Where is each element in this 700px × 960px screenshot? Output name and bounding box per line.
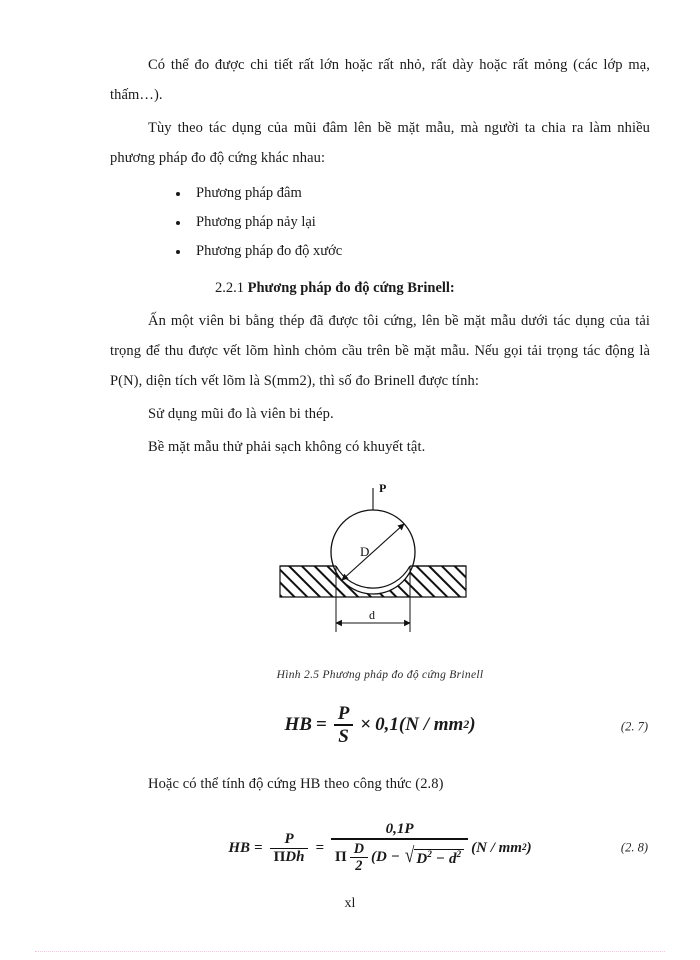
paragraph-intro-1: Có thể đo được chi tiết rất lớn hoặc rất nhỏ, rất dày hoặc rất mỏng (các lớp mạ, thấm…). <box>110 57 650 103</box>
equation-2-7-block <box>110 703 650 751</box>
eq28-lhs: HB <box>228 839 251 856</box>
equation-2-8-body <box>110 821 650 876</box>
eq27-equals: = <box>315 714 327 736</box>
eq28-inner-num: D <box>353 840 364 857</box>
eq27-denominator: S <box>338 725 349 747</box>
list-item: Phương pháp đo độ xước <box>110 237 650 266</box>
eq28-sqrt <box>404 842 464 867</box>
eq28-units-close: ) <box>526 839 532 856</box>
eq28-fraction-1 <box>270 831 309 867</box>
section-title: Phương pháp đo độ cứng Brinell: <box>247 280 455 296</box>
eq27-fraction <box>334 703 354 747</box>
eq28-equals-1: = <box>254 839 263 856</box>
figure-brinell <box>110 480 650 665</box>
equation-2-7-number: (2. 7) <box>620 719 648 734</box>
eq27-units-exp: 2 <box>463 717 470 731</box>
label-load-P: P <box>379 481 387 495</box>
section-number: 2.2.1 <box>215 280 244 296</box>
eq28-equals-2: = <box>315 839 325 856</box>
eq28-units-exp: 2 <box>521 842 527 853</box>
paragraph-indenter: Sử dụng mũi đo là viên bi thép. <box>148 406 334 422</box>
eq28-den-expr <box>335 841 464 875</box>
radical-icon: √ <box>404 842 415 867</box>
eq28-frac1-pi: Π <box>273 849 286 866</box>
list-item: Phương pháp nảy lại <box>110 208 650 237</box>
page-number: xl <box>344 896 356 911</box>
bottom-divider <box>35 951 665 953</box>
eq28-radicand <box>414 849 464 867</box>
eq28-rad-d: d <box>448 850 457 867</box>
eq28-inner-den: 2 <box>355 858 363 875</box>
eq28-frac2-numerator: 0,1P <box>385 821 414 837</box>
paragraph-formula-intro: Hoặc có thể tính độ cứng HB theo công thức (2.8) <box>148 776 444 792</box>
eq28-frac2-denominator <box>331 840 468 876</box>
eq27-times: × <box>360 714 372 736</box>
eq27-multiplier: 0,1 <box>375 714 399 736</box>
eq28-frac1-dh: Dh <box>285 849 305 866</box>
eq28-frac2-pi: Π <box>335 849 347 866</box>
paragraph-surface: Bề mặt mẫu thử phải sạch không có khuyết tật. <box>148 439 426 455</box>
paragraph-brinell-description: Ấn một viên bi bằng thép đã được tôi cứng, lên bề mặt mẫu dưới tác dụng của tải trọng để thu được vết lõm hình chỏm cầu trên bề mặt mẫu. Nếu gọi tải trọng tác động là P(N), diện tích vết lõm là S(mm2), thì số đo Brinell được tính: <box>110 313 650 389</box>
eq28-rad-D: D <box>416 850 428 867</box>
brinell-diagram-svg <box>278 480 493 655</box>
eq28-frac1-numerator: P <box>284 830 294 847</box>
label-indent-d: d <box>369 608 375 622</box>
label-diameter-D: D <box>360 544 370 559</box>
eq28-open-paren-D: (D <box>371 849 387 866</box>
equation-2-8-number: (2. 8) <box>620 840 648 855</box>
equation-2-8 <box>228 821 531 876</box>
eq27-lhs: HB <box>284 714 312 736</box>
eq28-inner-fraction <box>350 841 368 875</box>
eq28-rad-minus: − <box>435 850 445 867</box>
eq28-frac1-denominator <box>270 849 309 866</box>
page-content <box>110 50 650 876</box>
eq27-numerator: P <box>337 703 350 724</box>
eq28-rad-d-exp: 2 <box>456 849 462 860</box>
section-heading <box>110 274 650 302</box>
eq28-rad-D-exp: 2 <box>427 849 432 860</box>
figure-caption: Hình 2.5 Phương pháp đo độ cứng Brinell <box>276 669 484 681</box>
eq27-units: (N / mm <box>398 714 464 736</box>
eq28-minus: − <box>390 849 400 866</box>
equation-2-7 <box>284 703 475 747</box>
eq28-units: (N / mm <box>471 839 522 856</box>
list-item: Phương pháp đâm <box>110 179 650 208</box>
method-bullet-list <box>110 179 650 266</box>
paragraph-intro-2: Tùy theo tác dụng của mũi đâm lên bề mặt mẫu, mà người ta chia ra làm nhiều phương pháp đo độ cứng khác nhau: <box>110 120 650 166</box>
equation-2-7-body <box>110 703 650 747</box>
equation-2-8-block <box>110 821 650 876</box>
eq28-fraction-2 <box>331 821 468 876</box>
eq27-units-close: ) <box>469 714 476 736</box>
